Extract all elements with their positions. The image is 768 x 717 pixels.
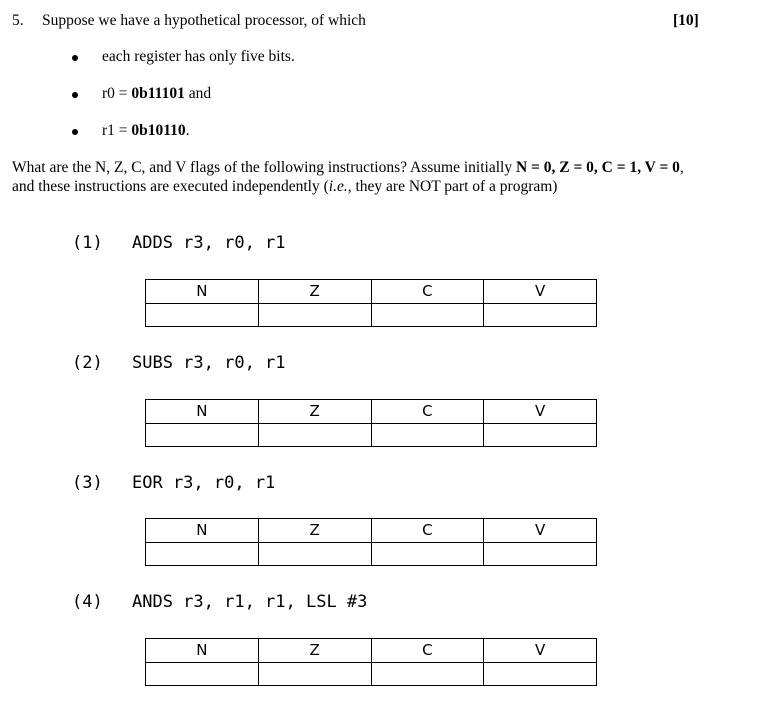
instruction-number: (2) <box>72 353 103 373</box>
flags-header-row <box>146 280 597 304</box>
answer-cell-n[interactable] <box>146 423 259 447</box>
flags-table <box>145 638 597 686</box>
question-number: 5. <box>12 12 24 29</box>
para1-end: , <box>679 159 684 176</box>
flags-answer-row <box>146 303 597 327</box>
answer-cell-c[interactable] <box>371 303 484 327</box>
flag-header-v: V <box>484 519 597 543</box>
instructions-paragraph-line2 <box>12 178 557 196</box>
answer-cell-c[interactable] <box>371 423 484 447</box>
bullet-icon <box>72 92 78 98</box>
answer-cell-c[interactable] <box>371 542 484 566</box>
r0-suffix: and <box>184 85 212 102</box>
para2-end: they are NOT part of a program) <box>351 178 558 195</box>
instruction-code: ANDS r3, r1, r1, LSL #3 <box>132 592 368 612</box>
flag-header-n: N <box>146 519 259 543</box>
flags-header-row <box>146 400 597 424</box>
flag-header-n: N <box>146 280 259 304</box>
flags-table <box>145 399 597 447</box>
para1-start: What are the N, Z, C, and V flags of the following instructions? Assume initially <box>12 159 516 176</box>
flags-header-row <box>146 519 597 543</box>
bullet-r1-value <box>102 122 190 140</box>
flag-header-c: C <box>371 400 484 424</box>
answer-cell-n[interactable] <box>146 542 259 566</box>
answer-cell-c[interactable] <box>371 662 484 686</box>
flag-header-z: Z <box>258 400 371 424</box>
instruction-number: (3) <box>72 473 103 493</box>
bullet-r0-value <box>102 85 211 103</box>
r1-prefix: r1 = <box>102 122 132 139</box>
flag-header-n: N <box>146 400 259 424</box>
r0-prefix: r0 = <box>102 85 132 102</box>
flags-answer-row <box>146 662 597 686</box>
answer-cell-z[interactable] <box>258 542 371 566</box>
flags-header-row <box>146 639 597 663</box>
instruction-number: (1) <box>72 233 103 253</box>
r1-suffix: . <box>185 122 190 139</box>
ie-italic: i.e., <box>328 178 352 195</box>
flags-table <box>145 279 597 327</box>
flag-header-v: V <box>484 280 597 304</box>
marks-label: [10] <box>673 12 699 29</box>
flags-answer-row <box>146 423 597 447</box>
flag-header-n: N <box>146 639 259 663</box>
flag-header-c: C <box>371 519 484 543</box>
answer-cell-v[interactable] <box>484 303 597 327</box>
instruction-code: SUBS r3, r0, r1 <box>132 353 286 373</box>
flag-header-z: Z <box>258 280 371 304</box>
flag-header-v: V <box>484 400 597 424</box>
answer-cell-z[interactable] <box>258 303 371 327</box>
answer-cell-n[interactable] <box>146 303 259 327</box>
flag-header-z: Z <box>258 639 371 663</box>
bullet-icon <box>72 55 78 61</box>
instruction-number: (4) <box>72 592 103 612</box>
r1-binary: 0b10110 <box>131 122 186 139</box>
answer-cell-n[interactable] <box>146 662 259 686</box>
flags-table <box>145 518 597 566</box>
answer-cell-z[interactable] <box>258 662 371 686</box>
instruction-code: EOR r3, r0, r1 <box>132 473 276 493</box>
initial-flags: N = 0, Z = 0, C = 1, V = 0 <box>515 159 680 176</box>
instructions-paragraph-line1 <box>12 159 684 177</box>
r0-binary: 0b11101 <box>131 85 185 102</box>
answer-cell-v[interactable] <box>484 423 597 447</box>
answer-cell-z[interactable] <box>258 423 371 447</box>
para2-start: and these instructions are executed independently ( <box>12 178 329 195</box>
answer-cell-v[interactable] <box>484 542 597 566</box>
bullet-icon <box>72 129 78 135</box>
flag-header-c: C <box>371 280 484 304</box>
question-text: Suppose we have a hypothetical processor, of which <box>42 12 366 29</box>
bullet-register-bits: each register has only five bits. <box>102 48 295 65</box>
flag-header-z: Z <box>258 519 371 543</box>
flags-answer-row <box>146 542 597 566</box>
flag-header-c: C <box>371 639 484 663</box>
instruction-code: ADDS r3, r0, r1 <box>132 233 286 253</box>
answer-cell-v[interactable] <box>484 662 597 686</box>
flag-header-v: V <box>484 639 597 663</box>
